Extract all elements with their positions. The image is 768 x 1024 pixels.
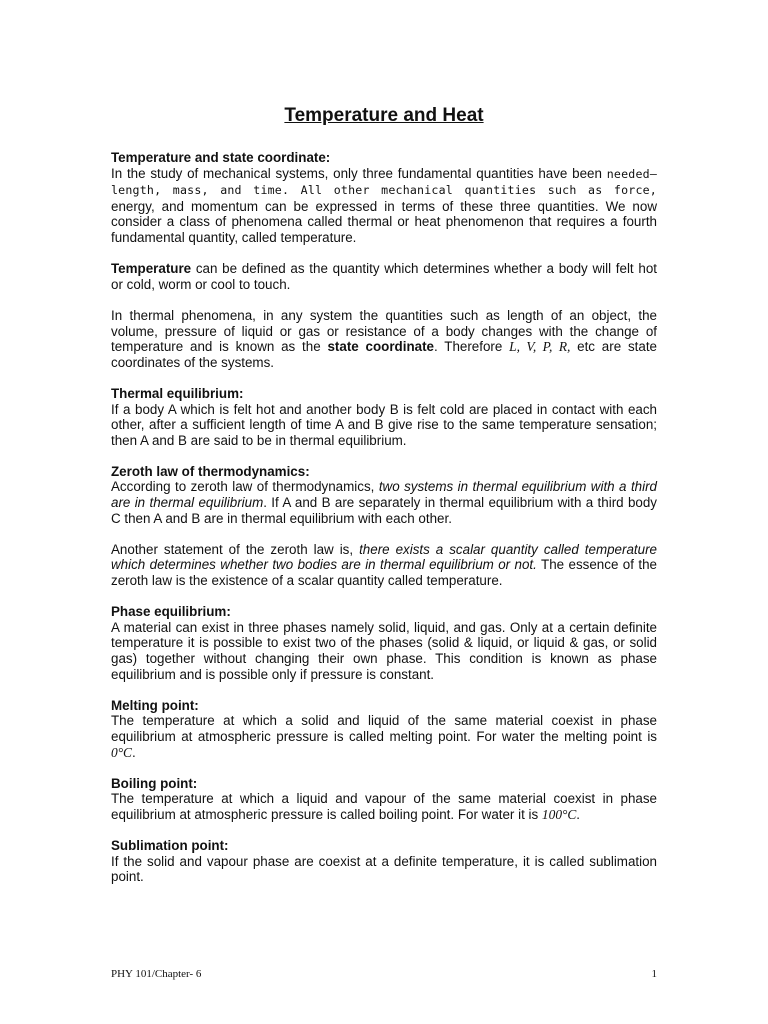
text-run: Another statement of the zeroth law is, xyxy=(111,541,360,557)
italic-statement: two systems in thermal equilibrium with a third are in thermal equilibrium xyxy=(111,479,657,511)
paragraph xyxy=(111,308,657,370)
section-heading: Phase equilibrium: xyxy=(111,604,231,620)
paragraph xyxy=(111,166,657,246)
temperature-value: 100°C xyxy=(541,806,577,822)
text-run: The essence of the zeroth law is the existence of a scalar quantity called temperature. xyxy=(111,557,657,589)
paragraph xyxy=(111,791,657,822)
paragraph xyxy=(111,713,657,760)
paragraph xyxy=(111,261,657,292)
section-heading: Melting point: xyxy=(111,697,199,713)
text-run: The temperature at which a solid and liquid of the same material coexist in phase equilibrium at atmospheric pressure is called melting point. For water the melting point is xyxy=(111,713,657,744)
section-heading: Boiling point: xyxy=(111,775,198,791)
paragraph: A material can exist in three phases namely solid, liquid, and gas. Only at a certain definite temperature it is possible to exist two of the phases (solid & liquid, or liquid & gas, or solid gas) together without changing their own phase. This condition is known as phase equilibrium and is possible only if pressure is constant. xyxy=(111,619,657,682)
text-run: . If A and B are separately in thermal equilibrium with a third body C then A and B are in thermal equilibrium with each other. xyxy=(111,495,657,526)
bold-term: state coordinate xyxy=(327,339,434,355)
section-heading: Temperature and state coordinate: xyxy=(111,150,331,165)
text-run: In thermal phenomena, in any system the quantities such as length of an object, the volume, pressure of liquid or gas or resistance of a body changes with the change of temperature and is known as the xyxy=(111,307,657,355)
section-heading: Zeroth law of thermodynamics: xyxy=(111,463,310,479)
page-title: Temperature and Heat xyxy=(284,105,484,126)
text-run: needed– length, mass, and time. All other mechanical quantities such as force, xyxy=(111,166,657,198)
section-heading: Thermal equilibrium: xyxy=(111,385,244,401)
footer-course-label: PHY 101/Chapter- 6 xyxy=(111,968,202,980)
paragraph: If the solid and vapour phase are coexist at a definite temperature, it is called sublimation point. xyxy=(111,853,657,885)
paragraph: If a body A which is felt hot and another body B is felt cold are placed in contact with each other, after a sufficient length of time A and B give rise to the same temperature sensation; then A and B are said to be in thermal equilibrium. xyxy=(111,401,657,448)
paragraph xyxy=(111,479,657,526)
math-variables: L, V, P, R, xyxy=(509,339,571,355)
text-run: . xyxy=(576,806,581,822)
text-run: The temperature at which a liquid and vapour of the same material coexist in phase equilibrium at atmospheric pressure is called boiling point. For water it is xyxy=(111,791,657,822)
temperature-value: 0°C xyxy=(111,744,132,760)
page-number: 1 xyxy=(651,968,657,980)
text-run: According to zeroth law of thermodynamics, xyxy=(111,479,379,495)
text-run: energy, and momentum can be expressed in terms of these three quantities. We now consider a class of phenomena called thermal or heat phenomenon that requires a fourth fundamental quantity, called temperature. xyxy=(111,198,657,245)
text-run: . xyxy=(131,744,136,760)
bold-term: Temperature xyxy=(111,261,192,277)
text-run: can be defined as the quantity which determines whether a body will felt hot or cold, worm or cool to touch. xyxy=(111,261,657,292)
page-content xyxy=(111,104,657,885)
paragraph xyxy=(111,542,657,589)
section-heading: Sublimation point: xyxy=(111,838,229,854)
page-footer xyxy=(111,968,657,980)
text-run: In the study of mechanical systems, only three fundamental quantities have been xyxy=(111,165,602,181)
text-run: . Therefore xyxy=(434,339,510,355)
italic-statement: there exists a scalar quantity called temperature which determines whether two bodies are in thermal equilibrium or not. xyxy=(111,541,657,573)
text-run: etc are state coordinates of the systems. xyxy=(111,339,657,370)
